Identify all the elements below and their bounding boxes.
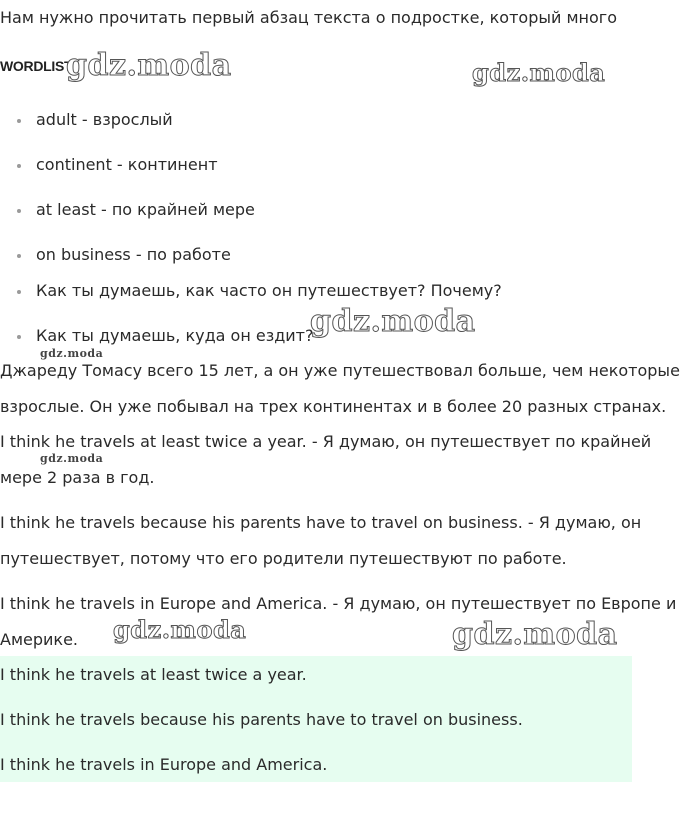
bullet-icon (17, 290, 21, 294)
wordlist-title: WORDLIST (0, 58, 73, 74)
bullet-icon (17, 119, 21, 123)
bullet-icon (17, 335, 21, 339)
list-item-text: continent - континент (36, 155, 218, 174)
answer-block (0, 656, 632, 782)
list-item-text: on business - по работе (36, 245, 231, 264)
answer-line: I think he travels because his parents have to travel on business. (0, 710, 523, 729)
watermark: gdz.moda (310, 304, 476, 339)
intro-text: Нам нужно прочитать первый абзац текста о подростке, который много (0, 8, 617, 27)
bullet-icon (17, 164, 21, 168)
paragraph: I think he travels in Europe and America. - Я думаю, он путешествует по Европе и Америке. (0, 594, 677, 649)
paragraph: I think he travels because his parents have to travel on business. - Я думаю, он путешествует, потому что его родители путешествуют по работе. (0, 513, 642, 568)
watermark: gdz.moda (66, 48, 232, 83)
list-item-text: Как ты думаешь, как часто он путешествует? Почему? (36, 281, 502, 300)
paragraph: I think he travels at least twice a year. - Я думаю, он путешествует по крайней мере 2 раза в год. (0, 432, 652, 487)
bullet-icon (17, 254, 21, 258)
bullet-icon (17, 209, 21, 213)
watermark: gdz.moda (113, 615, 247, 644)
watermark: gdz.moda (40, 452, 104, 465)
watermark: gdz.moda (472, 58, 606, 87)
list-item-text: adult - взрослый (36, 110, 173, 129)
answer-line: I think he travels at least twice a year. (0, 665, 307, 684)
list-item-text: Как ты думаешь, куда он ездит? (36, 326, 314, 345)
watermark: gdz.moda (452, 617, 618, 652)
answer-line: I think he travels in Europe and America. (0, 755, 328, 774)
watermark: gdz.moda (40, 347, 104, 360)
list-item-text: at least - по крайней мере (36, 200, 255, 219)
paragraph: Джареду Томасу всего 15 лет, а он уже путешествовал больше, чем некоторые взрослые. Он уже побывал на трех континентах и в более 20 разных странах. (0, 361, 680, 416)
